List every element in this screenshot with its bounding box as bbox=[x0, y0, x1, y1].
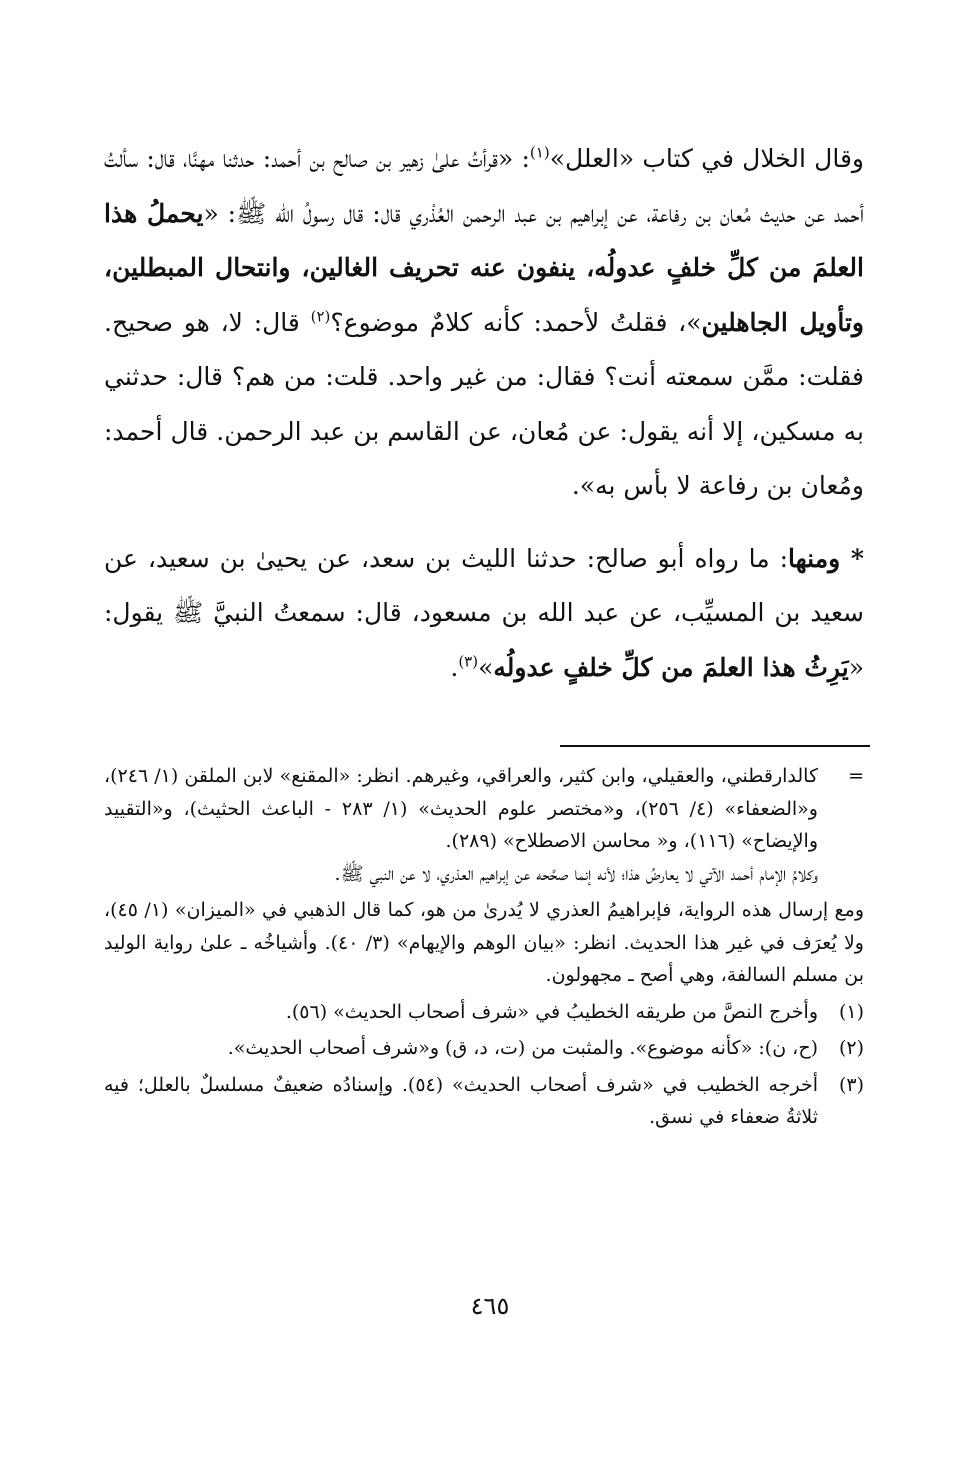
paragraph-abu-salih bbox=[104, 532, 864, 696]
text-segment: : «قرأتُ علىٰ زهير بن صالح بن أحمد: حدثنا مهنَّا، قال: سألتُ أحمد عن حديث مُعان بن رفاعة، عن إبراهيم بن عبد الرحمن العُذْري قال: قال رسولُ الله ﷺ: « bbox=[104, 144, 865, 228]
footnote-ref-1[interactable]: (١) bbox=[529, 143, 550, 162]
continuation-marker: = bbox=[848, 765, 864, 787]
text-segment: وقال الخلال في كتاب «العلل» bbox=[549, 144, 864, 173]
footnote-continuation bbox=[104, 760, 864, 890]
footnote-divider bbox=[560, 745, 870, 747]
footnote-continuation-text: كالدارقطني، والعقيلي، وابن كثير، والعراقي، وغيرهم. انظر: «المقنع» لابن الملقن (١/ ٢٤٦)، و«الضعفاء» (٤/ ٢٥٦)، و«مختصر علوم الحديث» (١/ ٢٨٣ - الباعث الحثيث)، و«التقييد والإيضاح» (١١٦)، و« محاسن الاصطلاح» (٢٨٩). bbox=[104, 765, 818, 852]
footnote-item bbox=[104, 1069, 864, 1134]
text-segment: » bbox=[478, 652, 494, 682]
footnote-continuation-text: وكلامُ الإمام أحمد الآتي لا يعارضُ هذا؛ لأنه إنما صحَّحه عن إبراهيم العذري، لا عن النبي ﷺ. bbox=[334, 862, 818, 885]
main-text bbox=[104, 132, 864, 695]
footnotes-section bbox=[104, 760, 864, 1134]
footnote-number: (١) bbox=[838, 1000, 864, 1023]
hadith-text-bold: يَرِثُ هذا العلمَ من كلِّ خلفٍ عدولُه bbox=[493, 652, 849, 682]
footnote-number: (٣) bbox=[838, 1073, 864, 1096]
footnote-text: أخرجه الخطيب في «شرف أصحاب الحديث» (٥٤). وإسنادُه ضعيفٌ مسلسلٌ بالعلل؛ فيه ثلاثةُ ضعفاء في نسق. bbox=[104, 1073, 818, 1128]
footnote-continuation-text: ومع إرسال هذه الرواية، فإبراهيمُ العذري لا يُدرىٰ من هو، كما قال الذهبي في «الميزان» (١/ ٤٥)، ولا يُعرَف في غير هذا الحديث. انظر: «بيان الوهم والإيهام» (٣/ ٤٠). وأشياخُه ـ علىٰ رواية الوليد بن مسلم السالفة، وهي أصح ـ مجهولون. bbox=[104, 899, 864, 986]
section-lead-bold: * ومنها bbox=[788, 543, 864, 573]
text-segment: قال: لا، هو صحيح. فقلت: ممَّن سمعته أنت؟ فقال: من غير واحد. قلت: من هم؟ قال: حدثني به مسكين، إلا أنه يقول: عن مُعان، عن القاسم بن عبد الرحمن. قال أحمد: ومُعان بن رفاعة لا بأس به». bbox=[104, 307, 864, 500]
paragraph-khallal-quote bbox=[104, 132, 864, 514]
footnote-number: (٢) bbox=[838, 1037, 864, 1059]
page-number: ٤٦٥ bbox=[470, 1292, 510, 1320]
text-segment: . bbox=[450, 652, 459, 682]
footnote-text: (ح، ن): «كأنه موضوع». والمثبت من (ت، د، ق) و«شرف أصحاب الحديث». bbox=[227, 1037, 818, 1059]
footnote-text: وأخرج النصَّ من طريقه الخطيبُ في «شرف أصحاب الحديث» (٥٦). bbox=[285, 1000, 818, 1023]
footnote-item bbox=[104, 996, 864, 1029]
footnote-item bbox=[104, 1032, 864, 1065]
hadith-text-bold: يحملُ هذا العلمَ من كلِّ خلفٍ عدولُه، ينفون عنه تحريف الغالين، وانتحال المبطلين، وتأويل الجاهلين bbox=[104, 198, 864, 337]
footnote-ref-2[interactable]: (٢) bbox=[310, 307, 331, 326]
footnote-ref-3[interactable]: (٣) bbox=[458, 652, 479, 671]
text-segment: : ما رواه أبو صالح: حدثنا الليث بن سعد، عن يحيىٰ بن سعيد، عن سعيد بن المسيِّب، عن عبد الله بن مسعود، قال: سمعتُ النبيَّ ﷺ يقول: « bbox=[104, 543, 864, 682]
text-segment: »، فقلتُ لأحمد: كأنه كلامٌ موضوع؟ bbox=[330, 307, 702, 337]
